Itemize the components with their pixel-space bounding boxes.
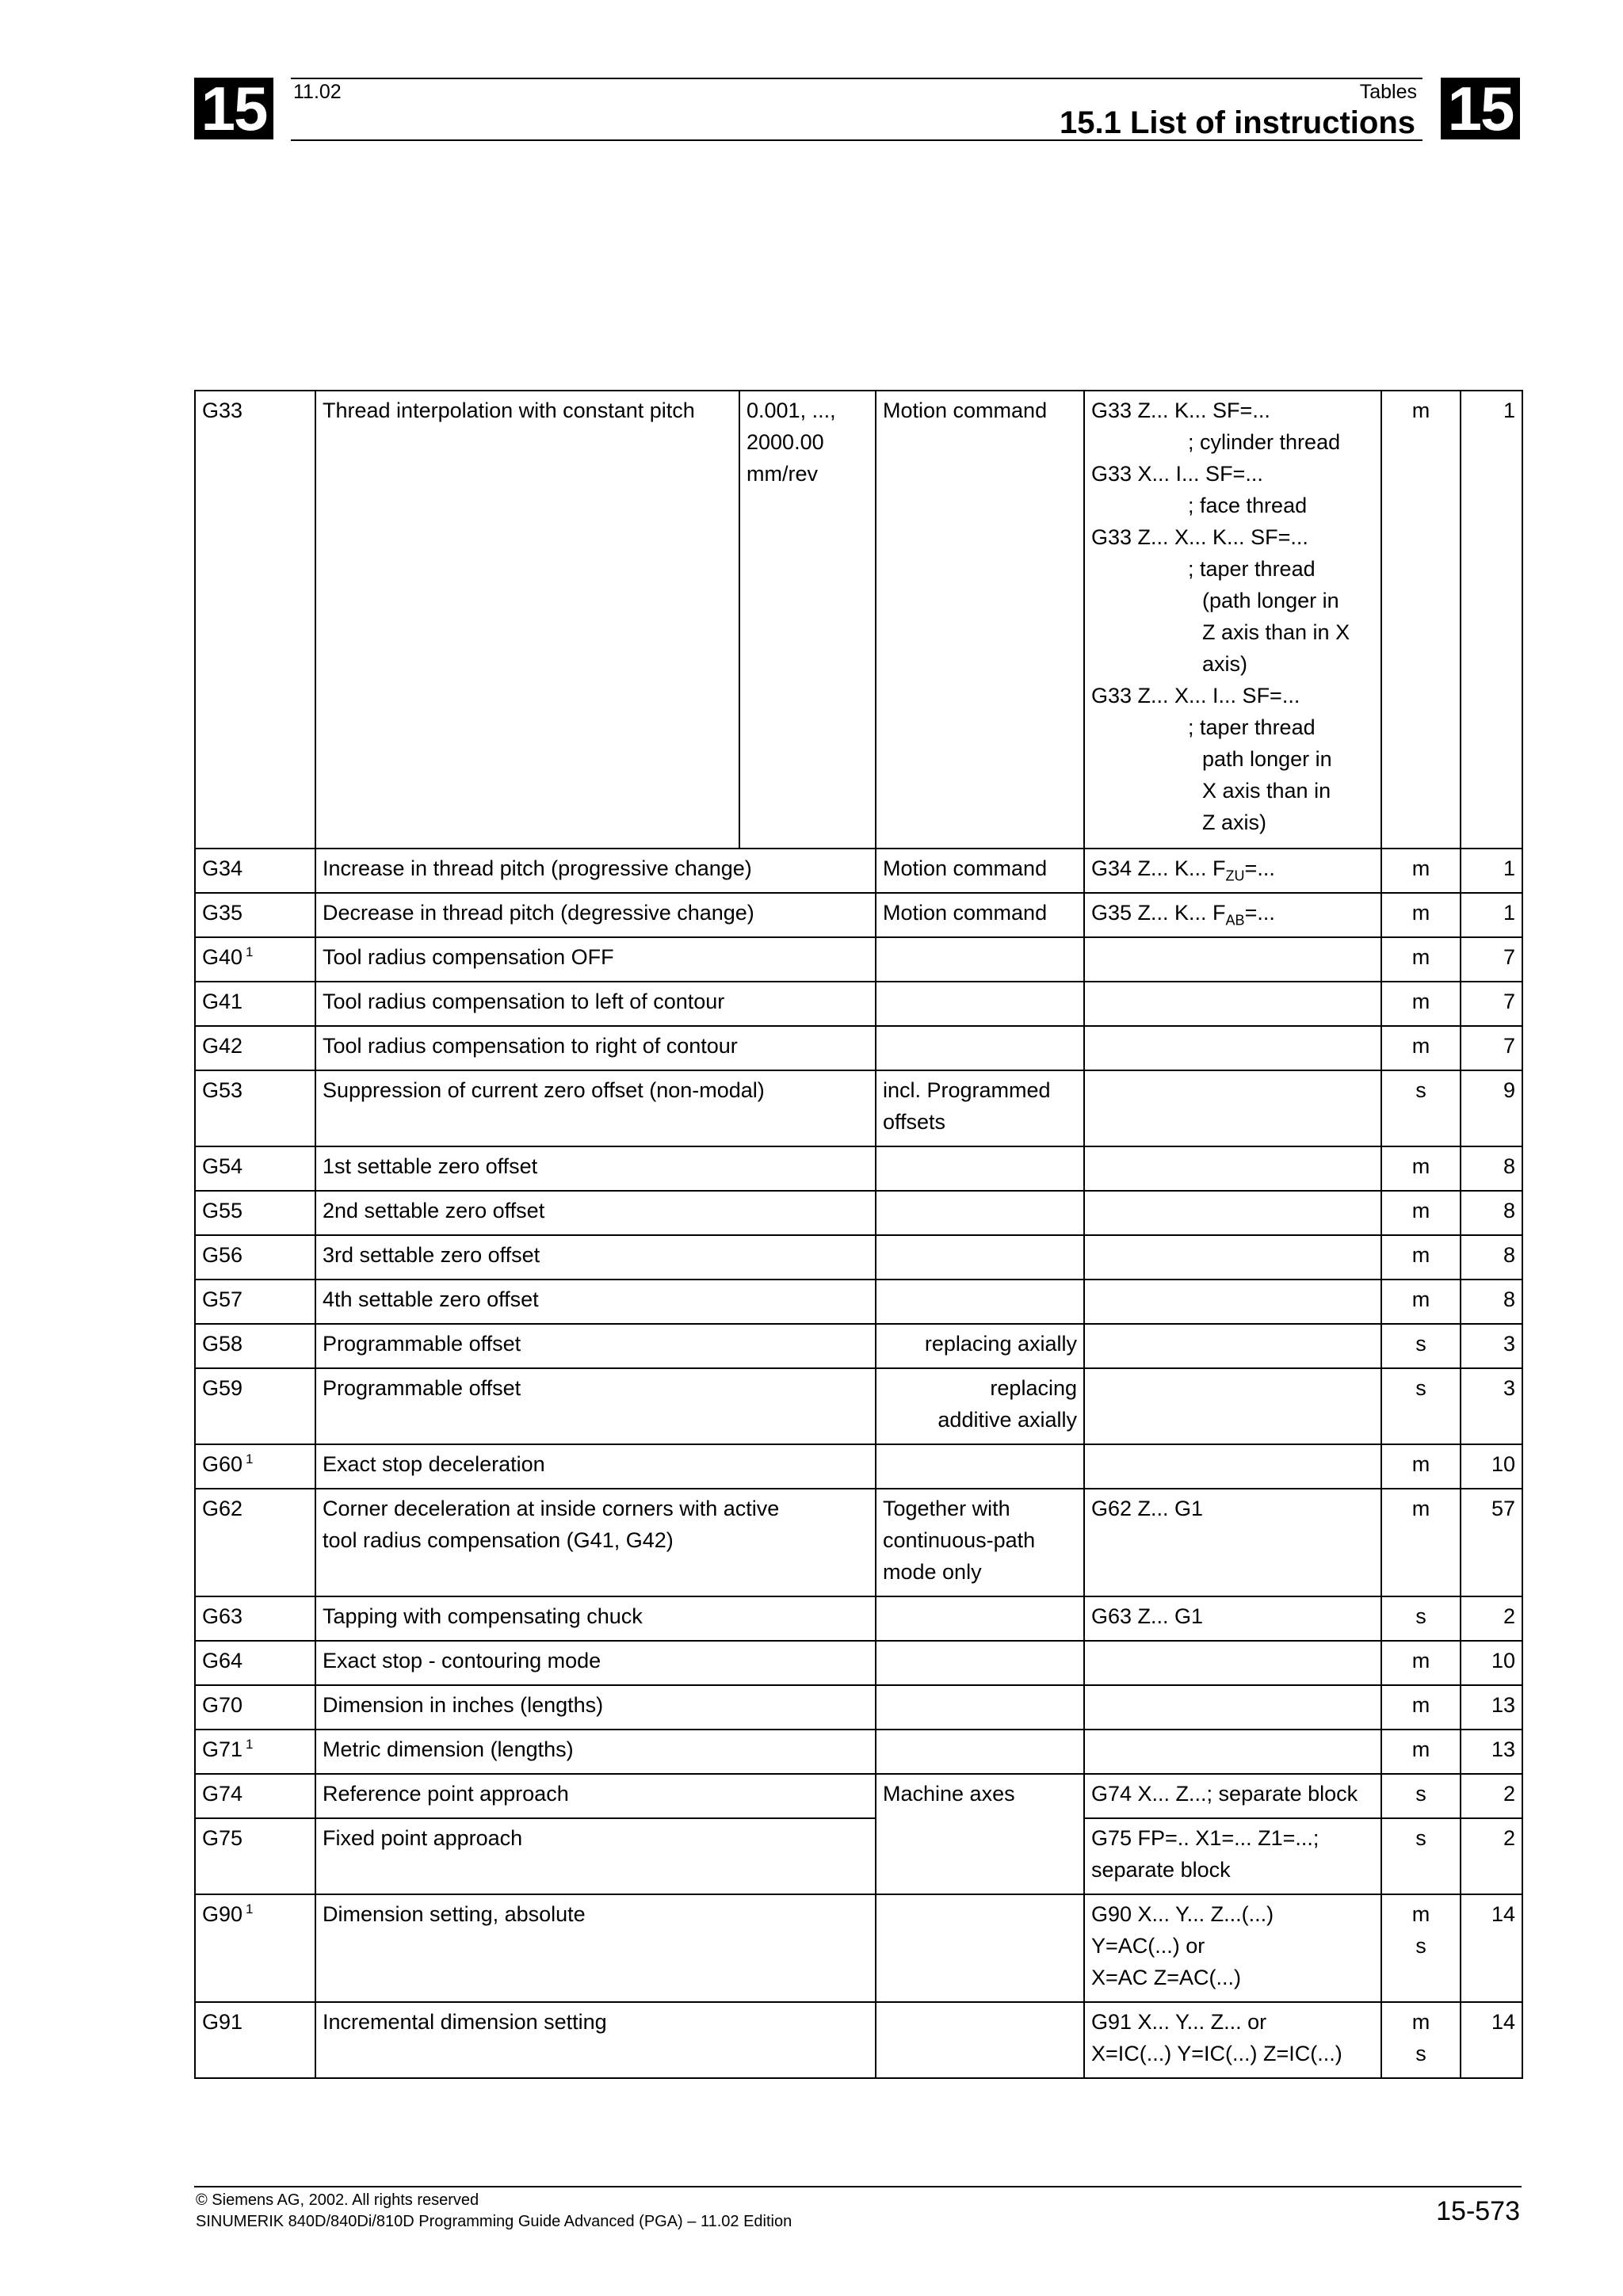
range-line: 0.001, ...,: [747, 399, 836, 422]
description-line: tool radius compensation (G41, G42): [323, 1528, 674, 1552]
instruction-structure: [1084, 849, 1381, 893]
instruction-unit: m: [1381, 1489, 1461, 1596]
instruction-group: 57: [1461, 1489, 1522, 1596]
code-text: G60: [202, 1452, 243, 1476]
structure-line: G90 X... Y... Z...(...): [1091, 1902, 1274, 1926]
instruction-info: [876, 1026, 1084, 1070]
instruction-structure: [1084, 937, 1381, 982]
table-row: [195, 1774, 1522, 1818]
footnote-marker: 1: [246, 1737, 254, 1752]
instruction-description: Decrease in thread pitch (degressive change): [315, 893, 876, 937]
instruction-description: 3rd settable zero offset: [315, 1235, 876, 1280]
table-row: [195, 391, 1522, 849]
table-row: [195, 1324, 1522, 1368]
table-row: [195, 1146, 1522, 1191]
instruction-description: Reference point approach: [315, 1774, 876, 1818]
instruction-structure: [1084, 1235, 1381, 1280]
instruction-unit: s: [1381, 1368, 1461, 1444]
chapter-number-right: 15: [1441, 78, 1520, 139]
instruction-structure: [1084, 1730, 1381, 1774]
structure-comment: Z axis): [1202, 810, 1266, 834]
table-row: [195, 1596, 1522, 1641]
instruction-group: 3: [1461, 1368, 1522, 1444]
table-row: [195, 1280, 1522, 1324]
header-rule-top: [291, 78, 1423, 79]
instruction-info: [876, 1685, 1084, 1730]
instruction-description: Programmable offset: [315, 1368, 876, 1444]
structure-comment: ; face thread: [1188, 494, 1308, 517]
instruction-description: 1st settable zero offset: [315, 1146, 876, 1191]
instruction-code: G74: [195, 1774, 315, 1818]
instruction-unit: m: [1381, 1235, 1461, 1280]
info-line: offsets: [883, 1110, 946, 1134]
instruction-structure: [1084, 1685, 1381, 1730]
instruction-structure: [1084, 1641, 1381, 1685]
description-line: Corner deceleration at inside corners with active: [323, 1497, 780, 1520]
instruction-info: [876, 1894, 1084, 2002]
instruction-group: 14: [1461, 2002, 1522, 2078]
instruction-info: Motion command: [876, 893, 1084, 937]
instruction-code: G57: [195, 1280, 315, 1324]
instruction-code: G42: [195, 1026, 315, 1070]
instruction-code: [195, 1444, 315, 1489]
instruction-structure: [1084, 1324, 1381, 1368]
instruction-group: 8: [1461, 1146, 1522, 1191]
footer-rule: [194, 2186, 1522, 2187]
instruction-unit: m: [1381, 1641, 1461, 1685]
structure-line: G33 Z... X... I... SF=...: [1091, 684, 1300, 707]
instruction-description: Tool radius compensation to left of contour: [315, 982, 876, 1026]
table-row: [195, 1235, 1522, 1280]
instruction-unit: m: [1381, 937, 1461, 982]
instruction-description: Dimension setting, absolute: [315, 1894, 876, 2002]
instruction-code: G91: [195, 2002, 315, 2078]
instruction-info: Machine axes: [876, 1774, 1084, 1894]
instruction-code: G33: [195, 391, 315, 849]
footnote-marker: 1: [246, 944, 254, 959]
instruction-structure: [1084, 391, 1381, 849]
instruction-unit: m: [1381, 893, 1461, 937]
instruction-range: [739, 391, 876, 849]
structure-line: X=AC Z=AC(...): [1091, 1966, 1242, 1989]
table-row: [195, 849, 1522, 893]
instruction-description: Tool radius compensation to right of contour: [315, 1026, 876, 1070]
instruction-structure: [1084, 893, 1381, 937]
instruction-code: G64: [195, 1641, 315, 1685]
instruction-description: Tool radius compensation OFF: [315, 937, 876, 982]
code-text: G71: [202, 1737, 243, 1761]
instruction-description: Dimension in inches (lengths): [315, 1685, 876, 1730]
instruction-unit: m: [1381, 1685, 1461, 1730]
instruction-structure: [1084, 1026, 1381, 1070]
instruction-unit: s: [1381, 1596, 1461, 1641]
instruction-group: 2: [1461, 1774, 1522, 1818]
instruction-group: 7: [1461, 1026, 1522, 1070]
instruction-info: [876, 1489, 1084, 1596]
instruction-info: [876, 982, 1084, 1026]
footnote-marker: 1: [246, 1451, 254, 1466]
instruction-group: 8: [1461, 1191, 1522, 1235]
structure-comment: (path longer in: [1202, 589, 1339, 612]
instruction-unit: m: [1381, 1444, 1461, 1489]
instruction-info: [876, 2002, 1084, 2078]
instruction-unit: m: [1381, 1191, 1461, 1235]
instruction-unit: s: [1381, 1818, 1461, 1894]
table-row: [195, 1894, 1522, 2002]
table-row: [195, 1685, 1522, 1730]
instruction-code: [195, 1730, 315, 1774]
code-text: G40: [202, 945, 243, 969]
instruction-group: 7: [1461, 937, 1522, 982]
instruction-code: G55: [195, 1191, 315, 1235]
structure-text: =...: [1244, 856, 1275, 880]
instruction-info: Motion command: [876, 849, 1084, 893]
instruction-unit: m: [1381, 1146, 1461, 1191]
table-row: [195, 2002, 1522, 2078]
instruction-structure: [1084, 1894, 1381, 2002]
instruction-info: [876, 1191, 1084, 1235]
instruction-group: 13: [1461, 1685, 1522, 1730]
info-line: Together with: [883, 1497, 1010, 1520]
instruction-table: [194, 390, 1523, 2079]
instruction-info: [876, 1368, 1084, 1444]
instruction-unit: m: [1381, 1026, 1461, 1070]
table-row: [195, 1444, 1522, 1489]
unit-line: s: [1415, 1934, 1426, 1958]
instruction-group: 9: [1461, 1070, 1522, 1146]
chapter-number-left: 15: [194, 78, 273, 139]
table-row: [195, 1730, 1522, 1774]
instruction-info: [876, 1596, 1084, 1641]
structure-line: X=IC(...) Y=IC(...) Z=IC(...): [1091, 2042, 1342, 2065]
instruction-description: Metric dimension (lengths): [315, 1730, 876, 1774]
table-row: [195, 1191, 1522, 1235]
instruction-structure: [1084, 1191, 1381, 1235]
instruction-description: 4th settable zero offset: [315, 1280, 876, 1324]
instruction-structure: [1084, 1818, 1381, 1894]
structure-line: G33 X... I... SF=...: [1091, 462, 1263, 486]
instruction-structure: G74 X... Z...; separate block: [1084, 1774, 1381, 1818]
instruction-code: G75: [195, 1818, 315, 1894]
page-number: 15-573: [1436, 2196, 1520, 2226]
instruction-unit: s: [1381, 1324, 1461, 1368]
table-row: [195, 1026, 1522, 1070]
instruction-structure: [1084, 1070, 1381, 1146]
instruction-code: G41: [195, 982, 315, 1026]
instruction-info: [876, 1146, 1084, 1191]
instruction-unit: m: [1381, 849, 1461, 893]
instruction-description: Exact stop - contouring mode: [315, 1641, 876, 1685]
footer-copyright: © Siemens AG, 2002. All rights reserved: [196, 2191, 479, 2209]
code-text: G90: [202, 1902, 243, 1926]
instruction-description: Tapping with compensating chuck: [315, 1596, 876, 1641]
info-line: continuous-path: [883, 1528, 1036, 1552]
table-row: [195, 982, 1522, 1026]
footnote-marker: 1: [246, 1901, 254, 1917]
structure-subscript: ZU: [1225, 868, 1245, 884]
instruction-description: Suppression of current zero offset (non-modal): [315, 1070, 876, 1146]
table-row: [195, 1368, 1522, 1444]
instruction-info: [876, 1641, 1084, 1685]
structure-line: G33 Z... X... K... SF=...: [1091, 525, 1308, 549]
instruction-group: 8: [1461, 1235, 1522, 1280]
unit-line: m: [1411, 2010, 1430, 2034]
instruction-unit: [1381, 2002, 1461, 2078]
instruction-group: 1: [1461, 893, 1522, 937]
structure-comment: ; taper thread: [1188, 557, 1316, 581]
instruction-group: 3: [1461, 1324, 1522, 1368]
structure-line: G75 FP=.. X1=... Z1=...;: [1091, 1826, 1319, 1850]
instruction-info: replacing axially: [876, 1324, 1084, 1368]
instruction-group: 2: [1461, 1596, 1522, 1641]
instruction-structure: G63 Z... G1: [1084, 1596, 1381, 1641]
info-line: replacing: [990, 1376, 1077, 1400]
structure-comment: Z axis than in X: [1202, 620, 1350, 644]
instruction-description: Increase in thread pitch (progressive change): [315, 849, 876, 893]
instruction-unit: m: [1381, 982, 1461, 1026]
table-row: [195, 1489, 1522, 1596]
instruction-code: G34: [195, 849, 315, 893]
info-line: additive axially: [938, 1408, 1077, 1432]
instruction-group: 1: [1461, 391, 1522, 849]
range-line: 2000.00: [747, 430, 824, 454]
instruction-group: 1: [1461, 849, 1522, 893]
instruction-structure: G62 Z... G1: [1084, 1489, 1381, 1596]
instruction-info: [876, 1235, 1084, 1280]
instruction-code: G62: [195, 1489, 315, 1596]
instruction-structure: [1084, 1444, 1381, 1489]
instruction-code: G59: [195, 1368, 315, 1444]
structure-line: G91 X... Y... Z... or: [1091, 2010, 1267, 2034]
range-line: mm/rev: [747, 462, 818, 486]
instruction-group: 2: [1461, 1818, 1522, 1894]
info-line: incl. Programmed: [883, 1078, 1051, 1102]
instruction-code: G54: [195, 1146, 315, 1191]
instruction-code: G63: [195, 1596, 315, 1641]
structure-line: Y=AC(...) or: [1091, 1934, 1205, 1958]
instruction-group: 7: [1461, 982, 1522, 1026]
instruction-info: [876, 937, 1084, 982]
instruction-structure: [1084, 1368, 1381, 1444]
instruction-info: [876, 1444, 1084, 1489]
instruction-description: Incremental dimension setting: [315, 2002, 876, 2078]
instruction-description: Exact stop deceleration: [315, 1444, 876, 1489]
header-date: 11.02: [293, 81, 342, 103]
footer-guide-title: SINUMERIK 840D/840Di/810D Programming Guide Advanced (PGA) – 11.02 Edition: [196, 2213, 792, 2230]
instruction-info: Motion command: [876, 391, 1084, 849]
structure-line: G33 Z... K... SF=...: [1091, 399, 1270, 422]
instruction-structure: [1084, 2002, 1381, 2078]
instruction-unit: s: [1381, 1070, 1461, 1146]
instruction-unit: m: [1381, 1730, 1461, 1774]
instruction-unit: m: [1381, 1280, 1461, 1324]
info-line: mode only: [883, 1560, 982, 1584]
instruction-structure: [1084, 1280, 1381, 1324]
structure-comment: ; cylinder thread: [1188, 430, 1341, 454]
instruction-group: 10: [1461, 1641, 1522, 1685]
table-row: [195, 1641, 1522, 1685]
instruction-group: 14: [1461, 1894, 1522, 2002]
instruction-code: [195, 1894, 315, 2002]
instruction-group: 8: [1461, 1280, 1522, 1324]
instruction-unit: [1381, 1894, 1461, 2002]
structure-text: =...: [1244, 901, 1275, 925]
instruction-structure: [1084, 982, 1381, 1026]
instruction-unit: s: [1381, 1774, 1461, 1818]
page-title: 15.1 List of instructions: [1060, 105, 1415, 140]
table-row: [195, 1070, 1522, 1146]
instruction-info: [876, 1730, 1084, 1774]
structure-comment: X axis than in: [1202, 779, 1331, 803]
instruction-info: [876, 1070, 1084, 1146]
instruction-code: G70: [195, 1685, 315, 1730]
structure-line: separate block: [1091, 1858, 1231, 1882]
table-row: [195, 893, 1522, 937]
structure-text: G35 Z... K... F: [1091, 901, 1226, 925]
instruction-code: [195, 937, 315, 982]
instruction-description: [315, 1489, 876, 1596]
instruction-unit: m: [1381, 391, 1461, 849]
instruction-group: 10: [1461, 1444, 1522, 1489]
instruction-structure: [1084, 1146, 1381, 1191]
header-section: Tables: [1359, 81, 1417, 103]
instruction-description: 2nd settable zero offset: [315, 1191, 876, 1235]
structure-text: G34 Z... K... F: [1091, 856, 1226, 880]
structure-comment: axis): [1202, 652, 1248, 676]
structure-comment: path longer in: [1202, 747, 1332, 771]
instruction-group: 13: [1461, 1730, 1522, 1774]
structure-comment: ; taper thread: [1188, 715, 1316, 739]
instruction-code: G56: [195, 1235, 315, 1280]
table-row: [195, 1818, 1522, 1894]
instruction-code: G53: [195, 1070, 315, 1146]
instruction-code: G35: [195, 893, 315, 937]
instruction-info: [876, 1280, 1084, 1324]
instruction-description: Fixed point approach: [315, 1818, 876, 1894]
unit-line: s: [1415, 2042, 1426, 2065]
unit-line: m: [1411, 1902, 1430, 1926]
instruction-description: Programmable offset: [315, 1324, 876, 1368]
table-row: [195, 937, 1522, 982]
structure-subscript: AB: [1225, 912, 1245, 929]
instruction-code: G58: [195, 1324, 315, 1368]
instruction-description: Thread interpolation with constant pitch: [315, 391, 739, 849]
